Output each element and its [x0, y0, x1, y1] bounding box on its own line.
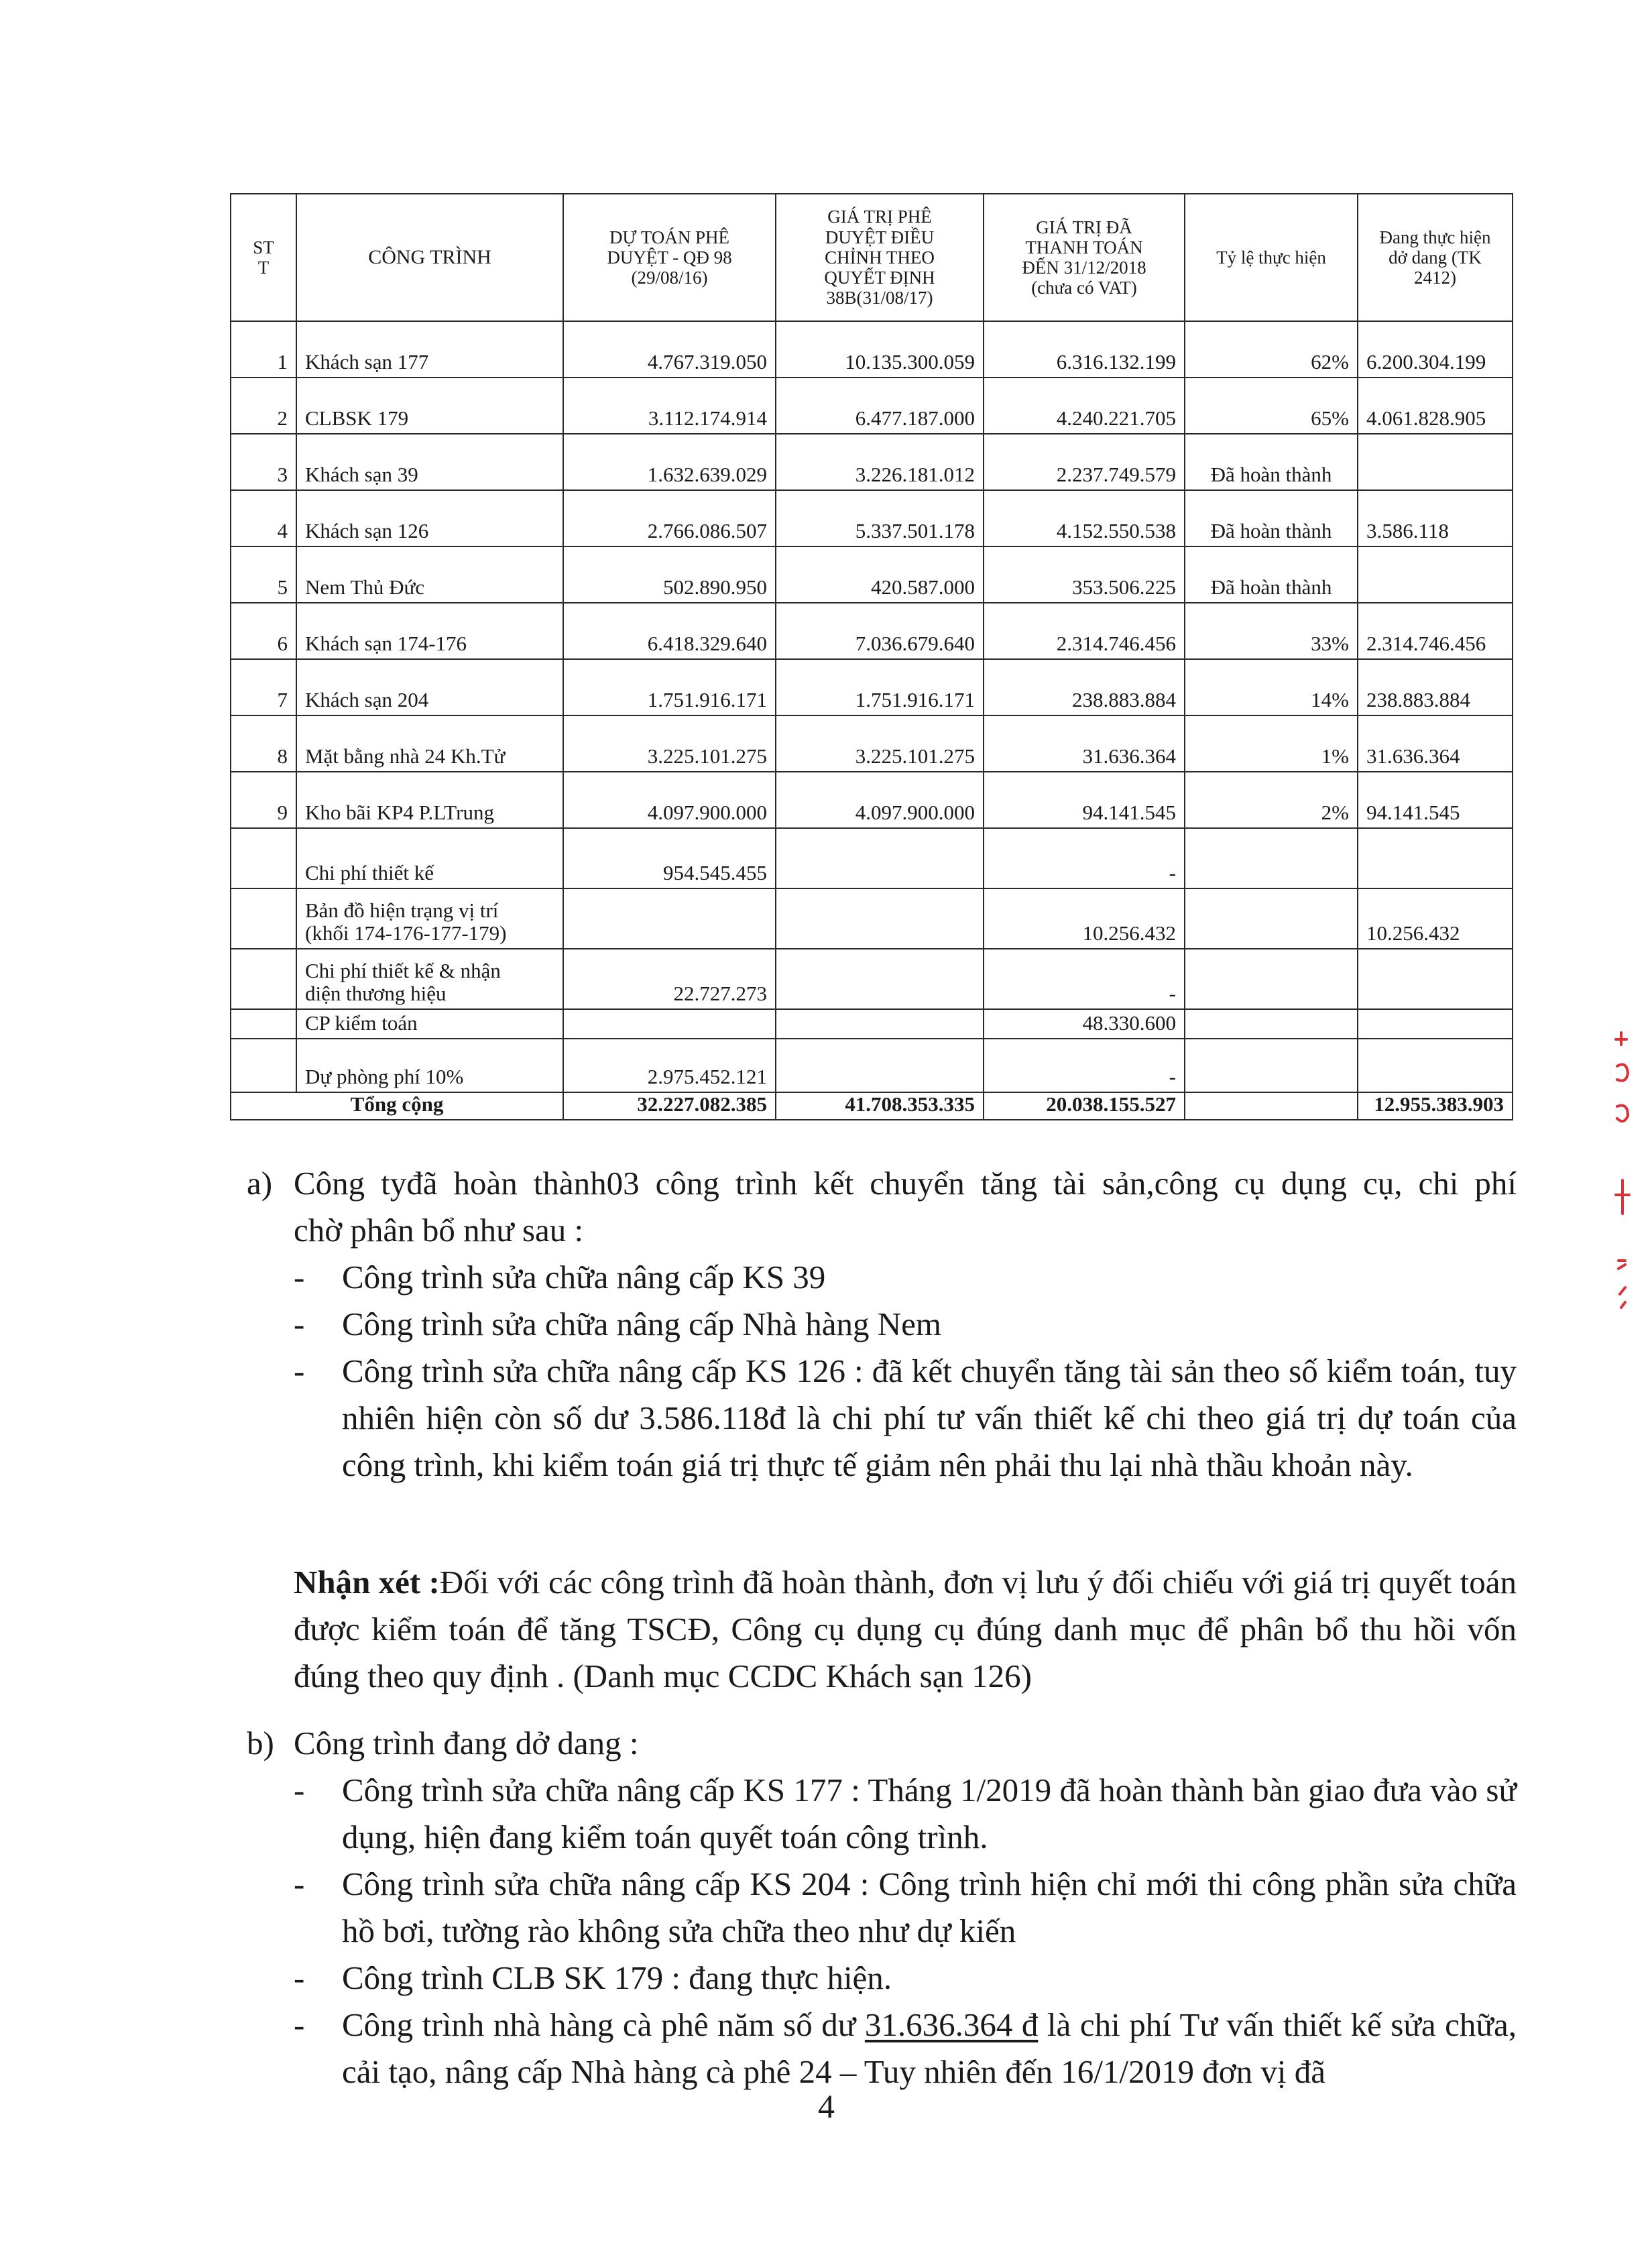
cell-wip — [1358, 434, 1513, 490]
table-header-row — [231, 194, 1513, 321]
bullet-dash: - — [294, 1772, 305, 1808]
cell-name: Dự phòng phí 10% — [296, 1039, 563, 1092]
cell-budget: 4.767.319.050 — [563, 321, 776, 378]
table-row-extra — [231, 1009, 1513, 1039]
header-stt: ST T — [231, 194, 296, 321]
section-a-line1: Công tyđã hoàn thành03 công trình kết chuyển tăng tài sản,công cụ dụng cụ, chi phí — [294, 1165, 1517, 1202]
cell-rate — [1185, 949, 1358, 1009]
cell-adjusted: 6.477.187.000 — [776, 378, 984, 434]
cell-budget: 502.890.950 — [563, 546, 776, 603]
cell-stt — [231, 888, 296, 949]
cell-adjusted — [776, 828, 984, 888]
section-a-bullet: Công trình sửa chữa nâng cấp KS 39 — [342, 1259, 826, 1295]
cell-stt — [231, 828, 296, 888]
bullet-dash: - — [294, 2006, 305, 2043]
table-row — [231, 603, 1513, 659]
cell-budget: 954.545.455 — [563, 828, 776, 888]
stamp-fragment-icon — [1609, 1019, 1636, 1314]
cell-stt: 9 — [231, 772, 296, 828]
section-b-bullet: Công trình CLB SK 179 : đang thực hiện. — [342, 1959, 892, 1996]
cell-budget: 1.632.639.029 — [563, 434, 776, 490]
cell-name: Nem Thủ Đức — [296, 546, 563, 603]
section-b-label: b) — [247, 1725, 274, 1761]
cell-name: Khách sạn 126 — [296, 490, 563, 546]
cell-name: Bản đồ hiện trạng vị trí (khối 174-176-177-179) — [296, 888, 563, 949]
cell-wip: 94.141.545 — [1358, 772, 1513, 828]
construction-works-table — [230, 193, 1513, 1120]
table-row — [231, 378, 1513, 434]
cell-name: Kho bãi KP4 P.LTrung — [296, 772, 563, 828]
total-paid: 20.038.155.527 — [984, 1092, 1185, 1120]
cell-paid: 2.237.749.579 — [984, 434, 1185, 490]
cell-adjusted: 10.135.300.059 — [776, 321, 984, 378]
table-row-extra — [231, 949, 1513, 1009]
header-adjusted: GIÁ TRỊ PHÊ DUYỆT ĐIỀU CHỈNH THEO QUYẾT ĐỊNH 38B(31/08/17) — [776, 194, 984, 321]
table-row — [231, 321, 1513, 378]
cell-paid: 94.141.545 — [984, 772, 1185, 828]
cell-rate: Đã hoàn thành — [1185, 434, 1358, 490]
page-number: 4 — [818, 2087, 835, 2125]
cell-adjusted: 3.225.101.275 — [776, 715, 984, 772]
table-row — [231, 490, 1513, 546]
bullet-prefix: Công trình nhà hàng cà phê năm số dư — [342, 2006, 865, 2043]
cell-rate: Đã hoàn thành — [1185, 546, 1358, 603]
cell-budget: 1.751.916.171 — [563, 659, 776, 715]
cell-budget: 6.418.329.640 — [563, 603, 776, 659]
cell-budget: 3.225.101.275 — [563, 715, 776, 772]
cell-rate — [1185, 828, 1358, 888]
section-b-heading: Công trình đang dở dang : — [294, 1725, 639, 1761]
cell-name: Chi phí thiết kế — [296, 828, 563, 888]
bullet-dash: - — [294, 1259, 305, 1295]
table-total-row — [231, 1092, 1513, 1120]
cell-paid: 353.506.225 — [984, 546, 1185, 603]
cell-stt: 7 — [231, 659, 296, 715]
cell-wip — [1358, 546, 1513, 603]
table-row-extra — [231, 888, 1513, 949]
cell-budget — [563, 888, 776, 949]
section-a-bullet: Công trình sửa chữa nâng cấp KS 126 : đã kết chuyển tăng tài sản theo số kiểm toán, tuy nhiên hiện còn số dư 3.586.118đ là chi phí tư vấn thiết kế chi theo giá trị dự toán của công trình, khi kiểm toán giá trị thực tế giảm nên phải thu lại nhà thầu khoản này. — [342, 1352, 1517, 1483]
bullet-dash: - — [294, 1865, 305, 1902]
cell-adjusted: 420.587.000 — [776, 546, 984, 603]
cell-stt: 5 — [231, 546, 296, 603]
total-budget: 32.227.082.385 — [563, 1092, 776, 1120]
cell-rate — [1185, 1039, 1358, 1092]
total-rate — [1185, 1092, 1358, 1120]
cell-wip: 3.586.118 — [1358, 490, 1513, 546]
cell-budget — [563, 1009, 776, 1039]
cell-adjusted — [776, 949, 984, 1009]
table-row — [231, 772, 1513, 828]
cell-budget: 3.112.174.914 — [563, 378, 776, 434]
cell-stt: 6 — [231, 603, 296, 659]
cell-wip: 31.636.364 — [1358, 715, 1513, 772]
cell-adjusted: 4.097.900.000 — [776, 772, 984, 828]
remark-paragraph — [294, 1559, 1517, 1700]
cell-wip — [1358, 1009, 1513, 1039]
cell-paid: 6.316.132.199 — [984, 321, 1185, 378]
cell-stt: 3 — [231, 434, 296, 490]
cell-paid: 238.883.884 — [984, 659, 1185, 715]
bullet-dash: - — [294, 1306, 305, 1342]
cell-name: Khách sạn 204 — [296, 659, 563, 715]
section-a-line2: chờ phân bổ như sau : — [294, 1212, 584, 1249]
cell-wip — [1358, 1039, 1513, 1092]
cell-name: Chi phí thiết kế & nhận diện thương hiệu — [296, 949, 563, 1009]
cell-stt — [231, 949, 296, 1009]
cell-budget: 22.727.273 — [563, 949, 776, 1009]
cell-wip — [1358, 828, 1513, 888]
cell-name: Khách sạn 39 — [296, 434, 563, 490]
cell-name: CLBSK 179 — [296, 378, 563, 434]
total-adjusted: 41.708.353.335 — [776, 1092, 984, 1120]
cell-paid: 4.152.550.538 — [984, 490, 1185, 546]
cell-rate: Đã hoàn thành — [1185, 490, 1358, 546]
cell-budget: 2.975.452.121 — [563, 1039, 776, 1092]
cell-stt — [231, 1039, 296, 1092]
cell-paid: - — [984, 828, 1185, 888]
cell-wip: 10.256.432 — [1358, 888, 1513, 949]
section-b-bullet — [342, 2002, 1517, 2095]
cell-wip: 4.061.828.905 — [1358, 378, 1513, 434]
header-paid: GIÁ TRỊ ĐÃ THANH TOÁN ĐẾN 31/12/2018 (chưa có VAT) — [984, 194, 1185, 321]
cell-rate — [1185, 1009, 1358, 1039]
cell-rate: 2% — [1185, 772, 1358, 828]
header-budget: DỰ TOÁN PHÊ DUYỆT - QĐ 98 (29/08/16) — [563, 194, 776, 321]
cell-paid: - — [984, 949, 1185, 1009]
remark-label: Nhận xét : — [294, 1564, 440, 1601]
cell-stt: 1 — [231, 321, 296, 378]
section-b-bullet: Công trình sửa chữa nâng cấp KS 177 : Tháng 1/2019 đã hoàn thành bàn giao đưa vào sử dụng, hiện đang kiểm toán quyết toán công trình. — [342, 1772, 1517, 1855]
remark-text: Đối với các công trình đã hoàn thành, đơn vị lưu ý đối chiếu với giá trị quyết toán được kiểm toán để tăng TSCĐ, Công cụ dụng cụ đúng danh mục để phân bổ thu hồi vốn đúng theo quy định . (Danh mục CCDC Khách sạn 126) — [294, 1564, 1517, 1694]
cell-rate: 33% — [1185, 603, 1358, 659]
header-rate: Tỷ lệ thực hiện — [1185, 194, 1358, 321]
table-row — [231, 715, 1513, 772]
table-row — [231, 659, 1513, 715]
cell-adjusted: 5.337.501.178 — [776, 490, 984, 546]
cell-wip: 6.200.304.199 — [1358, 321, 1513, 378]
cell-rate: 1% — [1185, 715, 1358, 772]
header-name: CÔNG TRÌNH — [296, 194, 563, 321]
cell-adjusted: 7.036.679.640 — [776, 603, 984, 659]
cell-stt: 8 — [231, 715, 296, 772]
cell-paid: - — [984, 1039, 1185, 1092]
header-wip: Đang thực hiện dở dang (TK 2412) — [1358, 194, 1513, 321]
cell-name: Khách sạn 174-176 — [296, 603, 563, 659]
section-b-bullet: Công trình sửa chữa nâng cấp KS 204 : Công trình hiện chỉ mới thi công phần sửa chữa hồ bơi, tường rào không sửa chữa theo như dự kiến — [342, 1865, 1517, 1949]
cell-rate: 14% — [1185, 659, 1358, 715]
total-wip: 12.955.383.903 — [1358, 1092, 1513, 1120]
cell-paid: 48.330.600 — [984, 1009, 1185, 1039]
cell-wip — [1358, 949, 1513, 1009]
cell-adjusted — [776, 888, 984, 949]
cell-paid: 31.636.364 — [984, 715, 1185, 772]
cell-adjusted: 1.751.916.171 — [776, 659, 984, 715]
cell-adjusted — [776, 1039, 984, 1092]
table-row-extra — [231, 828, 1513, 888]
cell-name: Mặt bằng nhà 24 Kh.Tử — [296, 715, 563, 772]
cell-paid: 2.314.746.456 — [984, 603, 1185, 659]
table-row — [231, 434, 1513, 490]
bullet-dash: - — [294, 1959, 305, 1996]
highlighted-amount: 31.636.364 đ — [864, 2006, 1039, 2043]
cell-name: Khách sạn 177 — [296, 321, 563, 378]
cell-paid: 4.240.221.705 — [984, 378, 1185, 434]
cell-paid: 10.256.432 — [984, 888, 1185, 949]
cell-wip: 2.314.746.456 — [1358, 603, 1513, 659]
cell-rate: 65% — [1185, 378, 1358, 434]
cell-rate — [1185, 888, 1358, 949]
cell-stt — [231, 1009, 296, 1039]
section-a-label: a) — [247, 1165, 273, 1202]
cell-adjusted: 3.226.181.012 — [776, 434, 984, 490]
cell-wip: 238.883.884 — [1358, 659, 1513, 715]
cell-name: CP kiểm toán — [296, 1009, 563, 1039]
cell-budget: 4.097.900.000 — [563, 772, 776, 828]
cell-adjusted — [776, 1009, 984, 1039]
bullet-dash: - — [294, 1352, 305, 1389]
table-row-extra — [231, 1039, 1513, 1092]
cell-stt: 2 — [231, 378, 296, 434]
section-a-bullet: Công trình sửa chữa nâng cấp Nhà hàng Nem — [342, 1306, 942, 1342]
table-row — [231, 546, 1513, 603]
cell-stt: 4 — [231, 490, 296, 546]
cell-rate: 62% — [1185, 321, 1358, 378]
bullet-suffix: là chi phí Tư vấn thiết kế sửa chữa, cải tạo, nâng cấp Nhà hàng cà phê 24 – Tuy nhiên đến 16/1/2019 đơn vị đã — [342, 2006, 1517, 2090]
cell-budget: 2.766.086.507 — [563, 490, 776, 546]
total-label: Tổng cộng — [231, 1092, 563, 1120]
